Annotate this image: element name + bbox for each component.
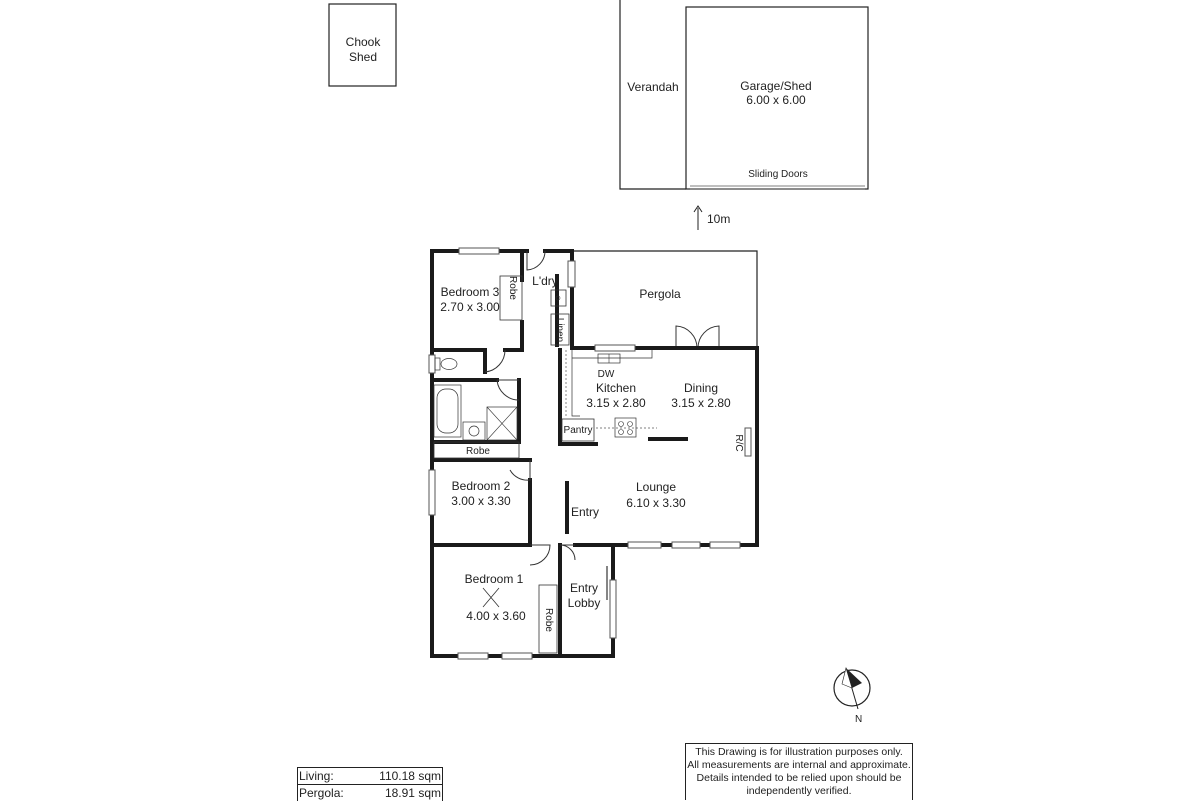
bedroom2-name: Bedroom 2 bbox=[451, 479, 511, 493]
chook-shed-label-line1: Chook bbox=[345, 35, 381, 49]
shower-icon bbox=[487, 407, 517, 440]
garage-size: 6.00 x 6.00 bbox=[746, 93, 806, 107]
disclaimer-box bbox=[685, 743, 913, 800]
room-labels bbox=[440, 274, 744, 632]
ceiling-fan-icon bbox=[483, 588, 499, 607]
bath-icon bbox=[434, 385, 461, 437]
distance-label: 10m bbox=[707, 212, 731, 226]
compass-icon bbox=[834, 668, 870, 725]
entry-label: Entry bbox=[570, 505, 600, 519]
area-row-living bbox=[298, 768, 442, 784]
area-value: 110.18 sqm bbox=[379, 769, 441, 783]
rc-label: R/C bbox=[733, 434, 744, 452]
disclaimer-line: All measurements are internal and approximate. bbox=[687, 759, 911, 771]
bedroom3-name: Bedroom 3 bbox=[440, 285, 500, 299]
entry-lobby-label-line1: Entry bbox=[569, 581, 599, 595]
toilet-icon bbox=[435, 358, 457, 370]
sliding-doors-label: Sliding Doors bbox=[748, 169, 808, 180]
bedroom1-name: Bedroom 1 bbox=[464, 572, 524, 586]
linen-label: Linen bbox=[554, 317, 565, 343]
disclaimer-line: independently verified. bbox=[746, 785, 852, 797]
robe-b1-label: Robe bbox=[543, 608, 554, 632]
kitchen-name: Kitchen bbox=[595, 381, 637, 395]
area-label: Pergola: bbox=[299, 786, 344, 800]
kitchen-size: 3.15 x 2.80 bbox=[586, 396, 646, 410]
garage-label: Garage/Shed bbox=[740, 79, 812, 93]
disclaimer-line: This Drawing is for illustration purposes only. bbox=[695, 746, 903, 758]
area-value: 18.91 sqm bbox=[384, 786, 441, 800]
cooktop-icon bbox=[615, 418, 636, 437]
disclaimer-line: Details intended to be relied upon should be bbox=[696, 772, 902, 784]
dw-label: DW bbox=[597, 369, 615, 380]
pergola bbox=[572, 251, 757, 348]
area-row-pergola bbox=[298, 784, 442, 801]
bedroom1-size: 4.00 x 3.60 bbox=[466, 609, 526, 623]
pergola-label: Pergola bbox=[639, 287, 681, 301]
chook-shed bbox=[329, 4, 396, 86]
entry-lobby-label-line2: Lobby bbox=[567, 596, 601, 610]
garage-shed bbox=[686, 7, 868, 189]
verandah bbox=[620, 0, 686, 189]
north-label: N bbox=[855, 714, 863, 725]
distance-marker bbox=[694, 206, 730, 230]
robe-b2-label: Robe bbox=[466, 446, 490, 457]
area-label: Living: bbox=[299, 769, 334, 783]
basin-icon bbox=[463, 422, 485, 440]
robe-b3-label: Robe bbox=[507, 276, 518, 300]
bedroom2-size: 3.00 x 3.30 bbox=[451, 494, 511, 508]
dining-name: Dining bbox=[683, 381, 719, 395]
verandah-label: Verandah bbox=[627, 80, 679, 94]
dining-size: 3.15 x 2.80 bbox=[671, 396, 731, 410]
bedroom3-size: 2.70 x 3.00 bbox=[440, 300, 500, 314]
fixtures bbox=[434, 276, 657, 653]
laundry-label: L'dry bbox=[532, 274, 558, 288]
chook-shed-label-line2: Shed bbox=[348, 50, 378, 64]
pantry-label: Pantry bbox=[563, 425, 593, 436]
area-table bbox=[297, 767, 443, 801]
lounge-name: Lounge bbox=[635, 480, 677, 494]
lounge-size: 6.10 x 3.30 bbox=[626, 496, 686, 510]
